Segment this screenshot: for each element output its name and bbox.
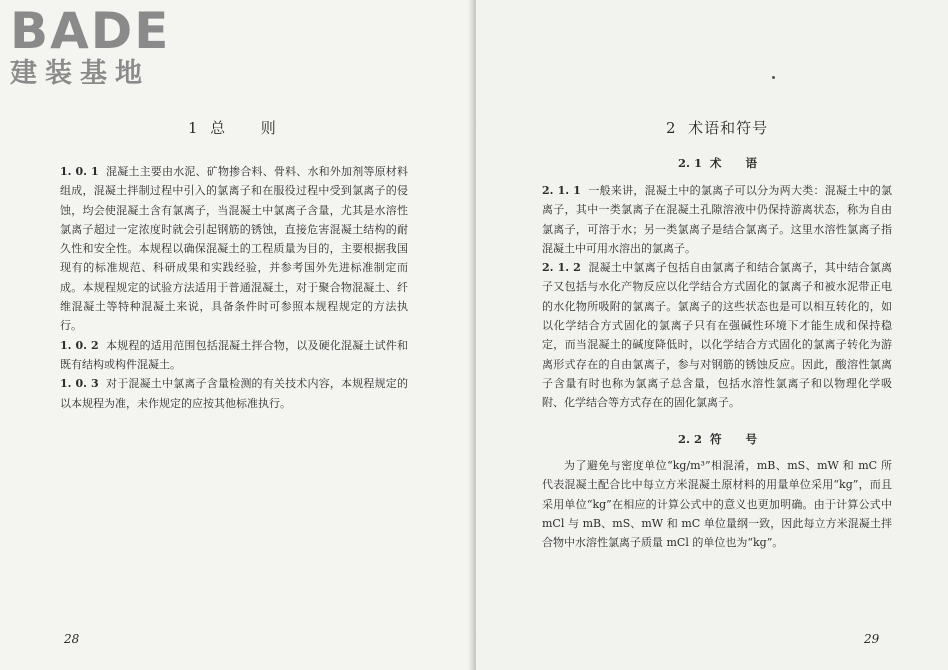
- clause-2-1-1: [542, 181, 892, 258]
- clause-number: 1. 0. 3: [60, 377, 99, 391]
- page-number-left: 28: [64, 632, 80, 646]
- clause-number: 2. 1. 1: [542, 184, 581, 197]
- section-2-2-title: 2. 2 符 号: [678, 432, 758, 446]
- clause-text: 对于混凝土中氯离子含量检测的有关技术内容，本规程规定的以本规程为准，未作规定的应按其他标准执行。: [60, 377, 409, 410]
- terms-body: [542, 181, 892, 413]
- clause-number: 1. 0. 2: [60, 338, 99, 352]
- symbols-paragraph: 为了避免与密度单位“kg/m³”相混淆，mB、mS、mW 和 mC 所代表混凝土配合比中每立方米混凝土原材料的用量单位采用“kg”，而且采用单位“kg”在相应的计算公式中的意义也更加明确。由于计算公式中 mCl 与 mB、mS、mW 和 mC 单位量纲一致，因此每立方米混凝土拌合物中水溶性氯离子质量 mCl 的单位也为“kg”。: [542, 459, 892, 550]
- clause-text: 混凝土中氯离子包括自由氯离子和结合氯离子，其中结合氯离子又包括与水化产物反应以化学结合方式固化的氯离子和被水泥带正电的水化物所吸附的氯离子。氯离子的这些状态也是可以相互转化的，如以化学结合方式固化的氯离子只有在强碱性环境下才能生成和保持稳定，而当混凝土的碱度降低时，以化学结合方式固化的氯离子转化为游离形式存在的自由氯离子，参与对钢筋的锈蚀反应。因此，酸溶性氯离子含量有时也称为氯离子总含量，包括水溶性氯离子和以物理化学吸附、化学结合等方式存在的固化氯离子。: [542, 261, 893, 410]
- clause-1-0-1: [60, 162, 408, 336]
- clause-text: 一般来讲，混凝土中的氯离子可以分为两大类：混凝土中的氯离子，其中一类氯离子在混凝土孔隙溶液中仍保持游离状态，称为自由氯离子，可溶于水；另一类氯离子是结合氯离子。这里水溶性氯离子指混凝土中可用水溶出的氯离子。: [542, 184, 893, 255]
- clause-1-0-2: [60, 336, 408, 375]
- clause-number: 1. 0. 1: [60, 165, 99, 178]
- clause-1-0-3: [60, 374, 408, 413]
- logo-subtitle: 建装基地: [10, 58, 150, 89]
- logo-mark: BADE: [10, 2, 171, 60]
- chapter-2-title: 2 术语和符号: [666, 119, 769, 137]
- right-page: [476, 0, 948, 670]
- chapter-1-title: 1 总 则: [188, 119, 277, 137]
- bade-logo: [10, 4, 190, 90]
- clause-2-1-2: [542, 258, 892, 412]
- clause-text: 混凝土主要由水泥、矿物掺合料、骨料、水和外加剂等原材料组成，混凝土拌制过程中引入的氯离子和在服役过程中受到氯离子的侵蚀，均会使混凝土含有氯离子，当混凝土中氯离子含量，尤其是水溶性氯离子超过一定浓度时就会引起钢筋的锈蚀，直接危害混凝土结构的耐久性和安全性。本规程以确保混凝土的工程质量为目的，主要根据我国现有的标准规范、科研成果和实践经验，并参考国外先进标准制定而成。本规程规定的试验方法适用于普通混凝土，对于聚合物混凝土、纤维混凝土等特种混凝土来说，具备条件时可参照本规程规定的方法执行。: [60, 165, 409, 333]
- page-number-right: 29: [864, 632, 880, 646]
- symbols-body: [542, 456, 892, 552]
- clause-text: 本规程的适用范围包括混凝土拌合物，以及硬化混凝土试件和既有结构或构件混凝土。: [60, 338, 409, 371]
- clause-number: 2. 1. 2: [542, 261, 581, 275]
- section-2-1-title: 2. 1 术 语: [678, 156, 758, 170]
- left-body: [60, 162, 408, 413]
- speck: [772, 76, 775, 79]
